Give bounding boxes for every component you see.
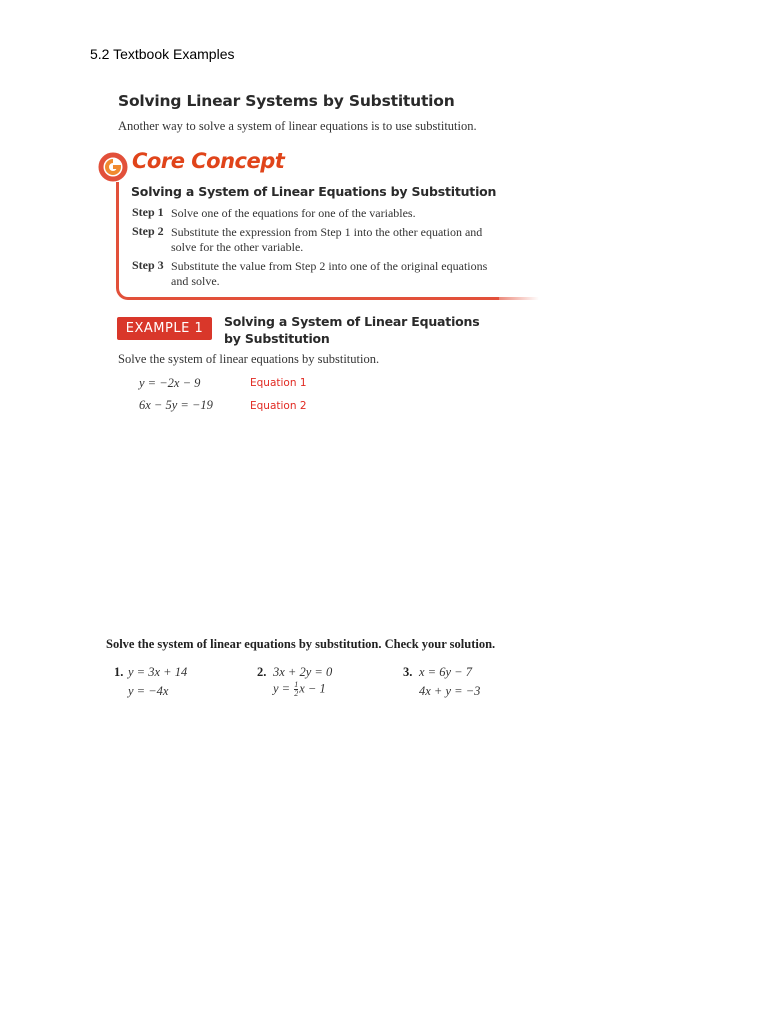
example-title-line-2: by Substitution bbox=[224, 331, 330, 346]
fraction-denominator: 2 bbox=[294, 689, 299, 698]
page-header: 5.2 Textbook Examples bbox=[90, 46, 235, 62]
step-1-text: Solve one of the equations for one of the variables. bbox=[171, 206, 416, 220]
core-concept-logo-icon bbox=[98, 152, 128, 182]
equation-1-label: Equation 1 bbox=[250, 377, 307, 389]
step-2-text: Substitute the expression from Step 1 into the other equation and bbox=[171, 225, 483, 239]
step-3-label: Step 3 bbox=[132, 258, 164, 272]
problem-3-number: 3. bbox=[403, 665, 413, 679]
section-intro: Another way to solve a system of linear equations is to use substitution. bbox=[118, 119, 477, 133]
equation-2-label: Equation 2 bbox=[250, 400, 307, 412]
section-title: Solving Linear Systems by Substitution bbox=[118, 92, 455, 110]
problem-1-number: 1. bbox=[114, 665, 124, 679]
problem-2-line-2 bbox=[273, 681, 326, 698]
problem-1-line-1: y = 3x + 14 bbox=[128, 665, 188, 679]
problem-3-line-1: x = 6y − 7 bbox=[419, 665, 472, 679]
fraction-numerator: 1 bbox=[294, 680, 299, 689]
step-1-label: Step 1 bbox=[132, 205, 164, 219]
step-3-text-cont: and solve. bbox=[171, 274, 220, 288]
core-concept-heading: Solving a System of Linear Equations by Substitution bbox=[131, 184, 497, 199]
problem-2-number: 2. bbox=[257, 665, 267, 679]
problem-3-line-2: 4x + y = −3 bbox=[419, 684, 481, 698]
problem-2-line-2-pre: y = bbox=[273, 681, 294, 696]
equation-2: 6x − 5y = −19 bbox=[139, 398, 213, 412]
example-title-line-1: Solving a System of Linear Equations bbox=[224, 314, 480, 329]
fraction bbox=[294, 681, 298, 698]
practice-instruction: Solve the system of linear equations by substitution. Check your solution. bbox=[106, 637, 496, 651]
problem-2-line-2-post: x − 1 bbox=[299, 681, 326, 696]
core-concept-title: Core Concept bbox=[132, 149, 285, 173]
step-2-text-cont: solve for the other variable. bbox=[171, 240, 304, 254]
step-2-label: Step 2 bbox=[132, 224, 164, 238]
step-3-text: Substitute the value from Step 2 into one of the original equations bbox=[171, 259, 488, 273]
problem-2-line-1: 3x + 2y = 0 bbox=[273, 665, 333, 679]
example-instruction: Solve the system of linear equations by substitution. bbox=[118, 352, 380, 366]
example-badge: EXAMPLE 1 bbox=[117, 317, 212, 340]
equation-1: y = −2x − 9 bbox=[139, 376, 201, 390]
problem-1-line-2: y = −4x bbox=[128, 684, 169, 698]
